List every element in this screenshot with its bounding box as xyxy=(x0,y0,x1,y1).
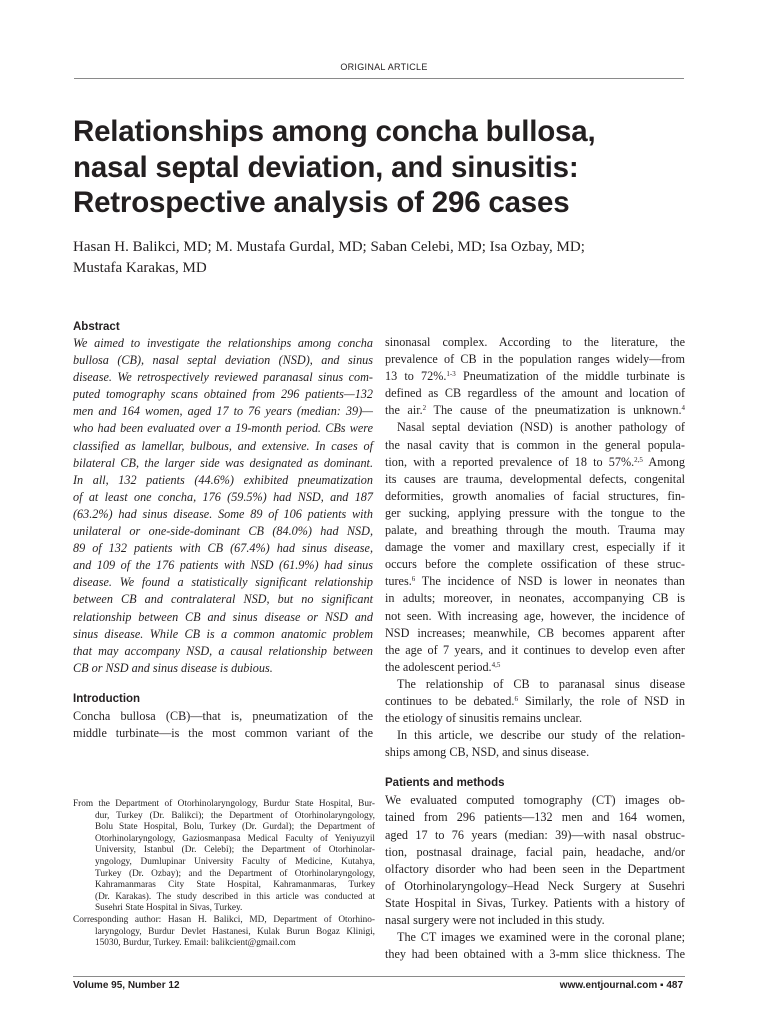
author-line: Mustafa Karakas, MD xyxy=(73,260,207,276)
citation: 2,5 xyxy=(634,455,643,464)
footnote-line: Kahramanmaras City State Hospital, Kahramanmaras, Turkey xyxy=(95,880,375,891)
title-line: Retrospective analysis of 296 cases xyxy=(73,186,570,219)
body-line: ships among CB, NSD, and sinus disease. xyxy=(385,745,590,760)
affiliation-footnote xyxy=(73,799,375,950)
body-line: In this article, we describe our study of the relation- xyxy=(397,728,685,743)
body-line: damage the vomer and maxillary crest, especially if it xyxy=(385,540,685,555)
body-line: prevalence of CB in the population ranges widely—from xyxy=(385,352,685,367)
body-line: middle turbinate—is the most common variant of the xyxy=(73,725,373,740)
body-line: Concha bullosa (CB)—that is, pneumatization of the xyxy=(73,708,373,723)
title-line: nasal septal deviation, and sinusitis: xyxy=(73,150,579,184)
article-title xyxy=(73,114,693,221)
title-line: Relationships among concha bullosa, xyxy=(73,115,596,148)
abstract-line: disease. We retrospectively reviewed paranasal sinus com- xyxy=(73,370,373,385)
body-line: tion, postnasal drainage, facial pain, headache, and/or xyxy=(385,844,685,859)
correspondence-line: 15030, Burdur, Turkey. Email: balikcient@gmail.com xyxy=(95,938,296,949)
footnote-line: University, Istanbul (Dr. Celebi); the Department of Otorhinolar- xyxy=(95,845,375,856)
correspondence-line: laryngology, Burdur Devlet Hastanesi, Kulak Burun Bogaz Klinigi, xyxy=(95,926,375,937)
body-line: they had been obtained with a 3-mm slice thickness. The xyxy=(385,947,685,962)
body-line: The CT images we examined were in the coronal plane; xyxy=(397,930,685,945)
abstract-text xyxy=(73,335,373,677)
abstract-heading: Abstract xyxy=(73,321,120,333)
citation: 4,5 xyxy=(491,660,501,669)
body-line: its causes are trauma, developmental defects, congenital xyxy=(385,471,685,486)
body-line: of Otorhinolaryngology–Head Neck Surgery at Susehri xyxy=(385,878,685,893)
footnote-line: Bolu State Hospital, Bolu, Turkey (Dr. Gurdal); the Department of xyxy=(95,822,375,833)
citation: 6 xyxy=(411,575,416,584)
body-line: tion, with a reported prevalence of 18 to 57%.$^{2,5}$ Among xyxy=(385,454,685,469)
correspondence-line: Corresponding author: Hasan H. Balikci, MD, Department of Otorhino- xyxy=(73,914,375,925)
abstract-line: classified as lamellar, bulbous, and extensive. In cases of xyxy=(73,438,373,453)
abstract-line: and 109 of the 176 patients with NSD (61.9%) had sinus xyxy=(73,558,373,573)
abstract-line: bullosa (CB), nasal septal deviation (NSD), and sinus xyxy=(73,353,373,368)
introduction-text xyxy=(73,708,373,742)
body-line: ger sucking, applying pressure with the tongue to the xyxy=(385,505,685,520)
introduction-heading: Introduction xyxy=(73,692,141,705)
body-line: deformities, growth anomalies of facial structures, fin- xyxy=(385,488,685,503)
body-line: sinonasal complex. According to the literature, the xyxy=(385,335,685,349)
body-line: NSD increases; meanwhile, CB becomes apparent after xyxy=(385,625,685,640)
footnote-line: Turkey (Dr. Ozbay); and the Department of Otorhinolaryngology, xyxy=(95,868,375,879)
citation: 6 xyxy=(514,694,518,703)
abstract-line: unilateral or one-side-dominant CB (84.0%) had NSD, xyxy=(73,524,373,539)
abstract-line: sinus disease. While CB is a common anatomic problem xyxy=(73,626,373,641)
body-line: We evaluated computed tomography (CT) images ob- xyxy=(385,793,685,808)
footnote-line: yngology, Dumlupinar University Faculty of Medicine, Kutahya, xyxy=(95,856,375,867)
body-line: tures.$^6$ The incidence of NSD is lower in neonates than xyxy=(385,574,685,589)
abstract-line: bilateral CB, the larger side was designated as dominant. xyxy=(73,455,373,470)
header-divider xyxy=(74,78,684,79)
body-line: continues to be debated.$^6$ Similarly, the role of NSD in xyxy=(385,693,685,708)
body-line: the adolescent period.$^{4,5}$ xyxy=(385,659,501,674)
abstract-line: that may accompany NSD, a causal relationship between xyxy=(73,643,373,658)
right-column xyxy=(385,334,685,963)
section-label: ORIGINAL ARTICLE xyxy=(340,62,428,72)
abstract-line: of at least one concha, 176 (59.5%) had NSD, and 187 xyxy=(73,489,373,504)
methods-text xyxy=(385,792,685,963)
body-line: aged 17 to 76 years (median: 39)—with nasal obstruc- xyxy=(385,827,685,842)
citation: 4 xyxy=(681,404,685,413)
body-line: the age of 7 years, and it continues to develop even after xyxy=(385,642,685,657)
body-line: the etiology of sinusitis remains unclear. xyxy=(385,711,582,726)
body-line: the nasal cavity that is common in the general popula- xyxy=(385,437,685,452)
abstract-line: who had been evaluated over a 19-month period. CBs were xyxy=(73,421,373,436)
body-line: The relationship of CB to paranasal sinus disease xyxy=(397,676,685,691)
body-line: tained from 296 patients—132 men and 164 women, xyxy=(385,810,685,825)
left-column xyxy=(73,318,373,742)
methods-heading: Patients and methods xyxy=(385,777,505,790)
abstract-line: 89 of 132 patients with CB (67.4%) had sinus disease, xyxy=(73,541,373,556)
volume-number: Volume 95, Number 12 xyxy=(73,980,180,991)
body-line: not seen. With increasing age, however, the incidence of xyxy=(385,608,685,623)
body-line: Nasal septal deviation (NSD) is another pathology of xyxy=(397,420,685,435)
citation: 2 xyxy=(422,404,427,413)
body-line: occurs before the complete ossification of these struc- xyxy=(385,557,685,572)
body-line: State Hospital in Sivas, Turkey. Patients with a history of xyxy=(385,895,685,910)
footnote-line: Otorhinolaryngology, Gaziosmanpasa Medical Faculty of Yeniyuzyil xyxy=(95,833,375,844)
footnote-line: dur, Turkey (Dr. Balikci); the Department of Otorhinolaryngology, xyxy=(95,810,375,821)
abstract-line: We aimed to investigate the relationships among concha xyxy=(73,336,373,350)
body-line: olfactory disorder who had been seen in the Department xyxy=(385,861,685,876)
footer-divider xyxy=(73,976,685,977)
footnote-line: (Dr. Karakas). The study described in this article was conducted at xyxy=(95,891,375,902)
body-line: palate, and breathing through the mouth. Trauma may xyxy=(385,523,685,538)
footnote-line: From the Department of Otorhinolaryngology, Burdur State Hospital, Bur- xyxy=(73,799,375,809)
intro-continued xyxy=(385,334,685,761)
abstract-line: puted tomography scans obtained from 296 patients—132 xyxy=(73,387,373,402)
body-line: 13 to 72%.$^{1-3}$ Pneumatization of the middle turbinate is xyxy=(385,369,685,384)
abstract-line: men and 164 women, aged 17 to 76 years (median: 39)— xyxy=(73,404,373,419)
abstract-line: (63.2%) had sinus disease. Some 89 of 106 patients with xyxy=(73,506,373,521)
author-line: Hasan H. Balikci, MD; M. Mustafa Gurdal, MD; Saban Celebi, MD; Isa Ozbay, MD; xyxy=(73,239,585,255)
abstract-line: disease. We found a statistically significant relationship xyxy=(73,575,373,590)
abstract-line: In all, 132 patients (44.6%) exhibited pneumatization xyxy=(73,472,373,487)
abstract-line: between CB and contralateral NSD, but no significant xyxy=(73,592,373,607)
author-list xyxy=(73,237,693,279)
footnote-line: Susehri State Hospital in Sivas, Turkey. xyxy=(95,903,243,914)
body-line: in adults; moreover, in neonates, accompanying CB is xyxy=(385,591,685,606)
body-line: nasal surgery were not included in this study. xyxy=(385,913,605,927)
body-line: defined as CB regardless of the amount and location of xyxy=(385,386,685,401)
abstract-line: relationship between CB and sinus disease or NSD and xyxy=(73,609,373,624)
abstract-line: CB or NSD and sinus disease is dubious. xyxy=(73,660,273,675)
journal-site-page: www.entjournal.com ▪ 487 xyxy=(559,980,683,991)
citation: 1-3 xyxy=(446,370,456,379)
body-line: the air.$^2$ The cause of the pneumatization is unknown.$^4$ xyxy=(385,403,685,418)
